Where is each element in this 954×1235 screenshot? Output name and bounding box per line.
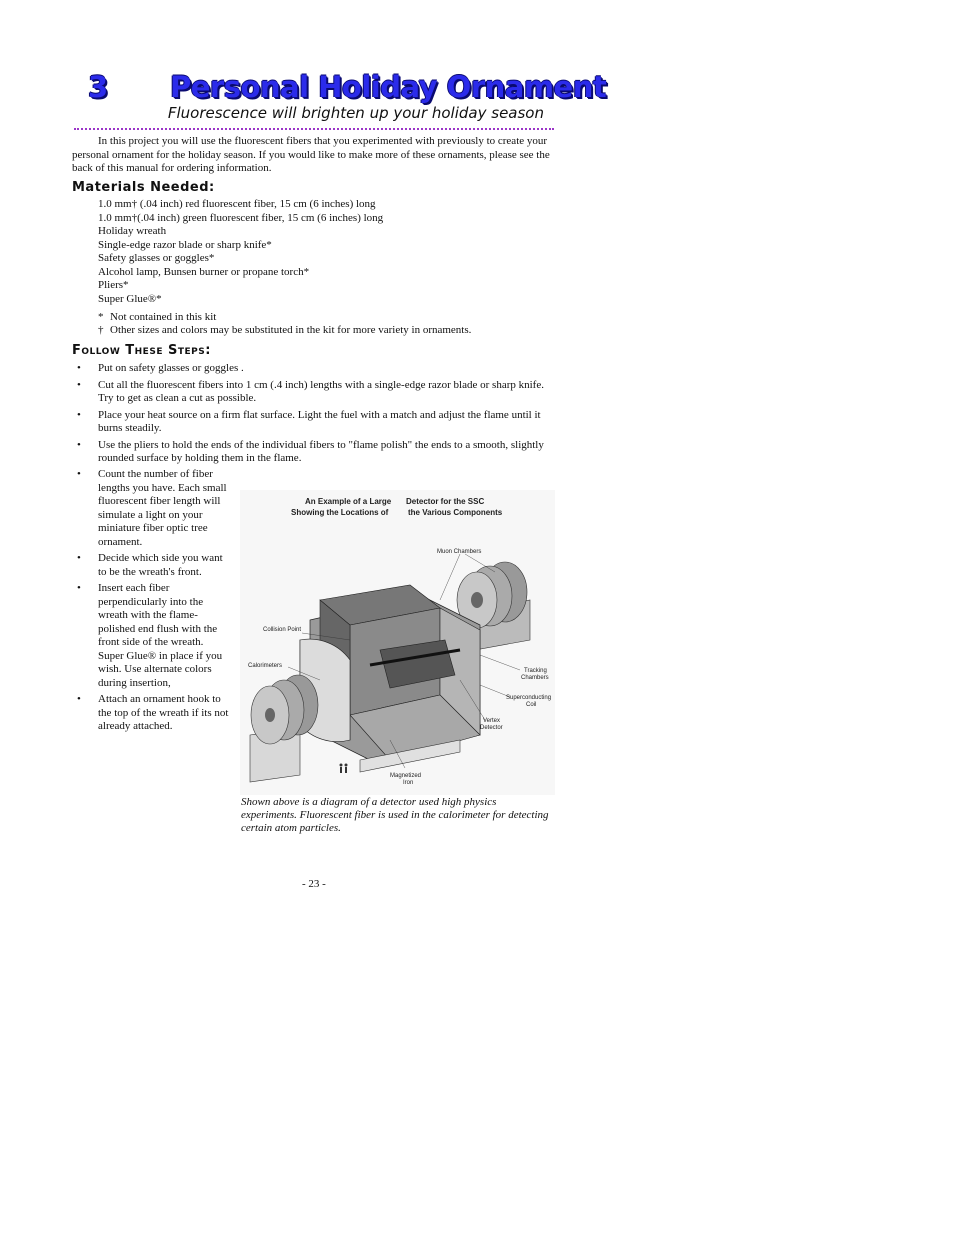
page-number: - 23 -	[302, 878, 326, 890]
intro-text: In this project you will use the fluorescent fibers that you experimented with previously to create your personal ornament for the holiday season. If you would like to make more of these ornaments, please see the back of this manual for ordering information.	[72, 135, 550, 174]
note-item	[98, 324, 558, 337]
bullet-icon: •	[77, 378, 81, 391]
detector-body	[300, 585, 480, 760]
materials-notes	[98, 311, 558, 337]
step-item	[72, 409, 550, 436]
list-item: 1.0 mm† (.04 inch) red fluorescent fiber, 15 cm (6 inches) long	[98, 198, 376, 210]
materials-list	[98, 198, 538, 306]
bullet-icon: •	[77, 438, 81, 451]
label-muon-chambers: Muon Chambers	[437, 549, 482, 555]
label-collision-point: Collision Point	[263, 627, 302, 633]
note-text: Other sizes and colors may be substituted in the kit for more variety in ornaments.	[110, 324, 472, 336]
bullet-icon: •	[77, 552, 81, 564]
label-tracking: Tracking	[524, 668, 547, 674]
note-symbol: †	[98, 324, 104, 336]
step-text: Decide which side you want to be the wreath's front.	[98, 552, 223, 578]
step-text: Put on safety glasses or goggles .	[98, 362, 244, 374]
chapter-number: 3	[88, 70, 108, 104]
chapter-title: Personal Holiday Ornament	[170, 70, 607, 104]
materials-heading: Materials Needed:	[72, 180, 215, 195]
step-item	[72, 439, 550, 466]
label-detector: Detector	[480, 725, 503, 731]
step-item	[72, 468, 230, 549]
label-chambers: Chambers	[521, 675, 549, 681]
steps-list	[72, 362, 550, 469]
label-magnetized: Magnetized	[390, 773, 422, 779]
figure-caption: Shown above is a diagram of a detector used high physics experiments. Fluorescent fiber is used in the calorimeter for detecting certain atom particles.	[241, 796, 549, 834]
step-text: Count the number of fiber lengths you have. Each small fluorescent fiber length will simulate a light on your miniature fiber optic tree ornament.	[98, 468, 227, 548]
label-calorimeters: Calorimeters	[248, 663, 283, 669]
steps-list-narrow	[72, 468, 230, 737]
label-coil: Coil	[526, 702, 537, 708]
figure-title-l2b: the Various Components	[408, 508, 503, 517]
step-item	[72, 582, 230, 690]
intro-paragraph	[72, 135, 557, 176]
bullet-icon: •	[77, 693, 81, 705]
step-item	[72, 379, 550, 406]
step-text: Attach an ornament hook to the top of the wreath if its not already attached.	[98, 693, 229, 732]
list-item: Single-edge razor blade or sharp knife*	[98, 238, 272, 251]
figure-title-l1a: An Example of a Large	[305, 497, 392, 506]
list-item: Holiday wreath	[98, 225, 167, 237]
step-text: Cut all the fluorescent fibers into 1 cm (.4 inch) lengths with a single-edge razor blade or sharp knife. Try to get as clean a cut as possible.	[98, 378, 544, 404]
list-item: 1.0 mm†(.04 inch) green fluorescent fiber, 15 cm (6 inches) long	[98, 211, 384, 224]
note-text: Not contained in this kit	[110, 311, 217, 323]
bullet-icon: •	[77, 582, 81, 594]
list-item: Safety glasses or goggles*	[98, 252, 215, 264]
step-item	[72, 552, 230, 579]
header-divider	[74, 128, 554, 130]
label-iron: Iron	[403, 780, 414, 786]
note-symbol: *	[98, 311, 104, 323]
step-item	[72, 362, 550, 376]
chapter-subtitle: Fluorescence will brighten up your holiday season	[167, 104, 544, 122]
label-superconducting: Superconducting	[506, 695, 552, 701]
figure-title-l1b: Detector for the SSC	[406, 497, 485, 506]
step-text: Insert each fiber perpendicularly into the wreath with the flame-polished end flush with the front side of the wreath. Super Glue® in place if you wish. Use alternate colors during insertion,	[98, 582, 223, 689]
note-item	[98, 311, 558, 324]
steps-heading: Follow These Steps:	[72, 343, 211, 358]
step-item	[72, 693, 230, 734]
list-item: Super Glue®*	[98, 292, 162, 305]
label-vertex: Vertex	[483, 718, 501, 724]
bullet-icon: •	[77, 468, 81, 480]
figure-title-l2a: Showing the Locations of	[291, 508, 389, 517]
list-item: Pliers*	[98, 279, 129, 291]
bullet-icon: •	[77, 408, 81, 421]
bullet-icon: •	[77, 362, 81, 374]
step-text: Use the pliers to hold the ends of the individual fibers to "flame polish" the ends to a smooth, slightly rounded surface by holding them in the flame.	[98, 438, 544, 464]
step-text: Place your heat source on a firm flat surface. Light the fuel with a match and adjust the flame until it burns steadily.	[98, 408, 541, 434]
detector-diagram	[240, 490, 555, 795]
list-item: Alcohol lamp, Bunsen burner or propane torch*	[98, 265, 310, 278]
